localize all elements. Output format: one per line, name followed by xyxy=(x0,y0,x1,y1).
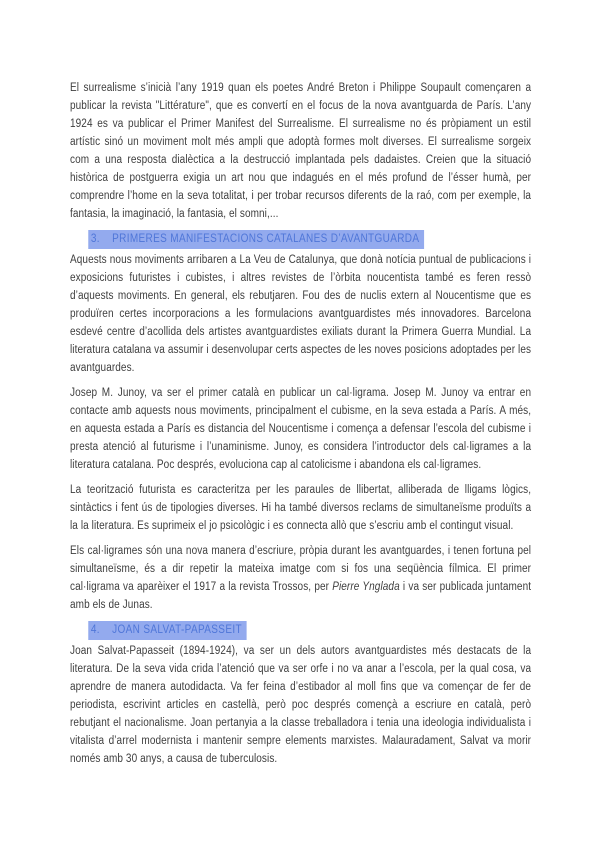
paragraph-calligrames xyxy=(70,542,531,614)
heading-4-label: JOAN SALVAT-PAPASSEIT xyxy=(112,624,242,636)
paragraph-veu-de-catalunya: Aquests nous moviments arribaren a La Veu de Catalunya, que donà notícia puntual de publicacions i exposicions futuristes i cubistes, i altres revistes de l’òrbita noucentista també es feren ressò d’aquests moviments. En general, els rebutjaren. Fou des de nuclis extern al Noucentisme que es produïren certes incorporacions a les formulacions avantguardistes més innovadores. Barcelona esdevé centre d’acollida dels artistes avantguardistes exiliats durant la Primera Guerra Mundial. La literatura catalana va assumir i desenvolupar certs aspectes de les noves posicions adoptades per les avantguardes. xyxy=(70,254,532,374)
paragraph-teoritzacio-futurista: La teorització futurista es caracteritza per les paraules de llibertat, alliberada de lligams lògics, sintàctics i fent ús de tipologies diverses. Hi ha també diversos reclams de simultaneïsme produïts a la la literatura. Es suprimeix el jo psicològic i es connecta allò que s’escriu amb el contingut visual. xyxy=(70,484,532,532)
calligrames-author-italic: Pierre Ynglada xyxy=(332,581,400,593)
heading-4-number: 4. xyxy=(90,624,100,636)
section-heading-4-row xyxy=(88,621,531,640)
section-heading-3-row xyxy=(88,230,531,249)
document-content xyxy=(70,79,531,775)
section-heading-3 xyxy=(88,230,423,249)
paragraph-surrealisme: El surrealisme s’inicià l’any 1919 quan els poetes André Breton i Philippe Soupault començaren a publicar la revista "Littérature", que es convertí en el focus de la nova avantguarda de París. L’any 1924 es va publicar el Primer Manifest del Surrealisme. El surrealisme no és pròpiament un estil artístic sinó un moviment molt més ampli que adoptà formes molt diverses. El surrealisme sorgeix com a una resposta dialèctica a la destrucció implantada pels dadaistes. Creien que la situació històrica de postguerra exigia un art nou que indagués en el més profund de l’ésser humà, per comprendre l’home en la seva totalitat, i per trobar recursos diferents de la raó, com per exemple, la fantasia, la imaginació, la fantasia, el somni,... xyxy=(70,82,532,220)
heading-3-label: PRIMERES MANIFESTACIONS CATALANES D’AVANTGUARDA xyxy=(112,233,420,245)
calligrames-text-after: i va ser publicada juntament amb els de Junas. xyxy=(70,581,532,611)
heading-3-number: 3. xyxy=(90,233,100,245)
section-heading-4 xyxy=(88,621,246,640)
paragraph-josep-junoy: Josep M. Junoy, va ser el primer català en publicar un cal·ligrama. Josep M. Junoy va entrar en contacte amb aquests nous moviments, principalment el cubisme, en la seva estada a París. A més, en aquesta estada a París es distancia del Noucentisme i comença a defensar l’escola del cubisme i presta atenció al futurisme i l’unaminisme. Junoy, es considera l’introductor dels cal·ligrames a la literatura catalana. Poc després, evoluciona cap al catolicisme i abandona els cal·ligrames. xyxy=(70,387,532,471)
calligrames-text-before: Els cal·ligrames són una nova manera d’escriure, pròpia durant les avantguardes, i tenen fortuna pel simultaneïsme, és a dir repetir la mateixa imatge com si fos una seqüència fílmica. El primer cal·ligrama va aparèixer el 1917 a la revista Trossos, per xyxy=(70,545,532,593)
paragraph-salvat-papasseit: Joan Salvat-Papasseit (1894-1924), va ser un dels autors avantguardistes més destacats de la literatura. De la seva vida crida l’atenció que va ser orfe i no va anar a l’escola, per la qual cosa, va aprendre de manera autodidacta. Va fer feina d’estibador al moll fins que va començar de fer de periodista, escrivint articles en castellà, però poc després començà a escriure en català, però rebutjant el nacionalisme. Joan pertanyia a la classe treballadora i tenia una ideologia individualista i vitalista d’arrel modernista i mantenir sempre elements marxistes. Malauradament, Salvat va morir només amb 30 anys, a causa de tuberculosis. xyxy=(70,645,532,765)
